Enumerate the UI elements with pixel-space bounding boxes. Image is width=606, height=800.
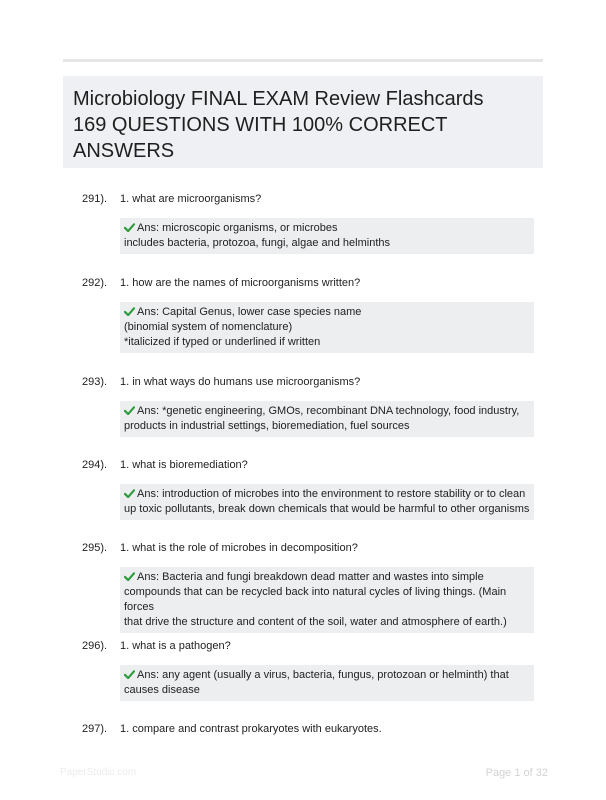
answer-line: that drive the structure and content of the soil, water and atmosphere of earth.) [124, 616, 507, 628]
question-text: 1. how are the names of microorganisms written? [120, 277, 361, 289]
check-icon [124, 572, 135, 581]
answer-box [120, 665, 534, 701]
answer-box [120, 484, 534, 520]
answer-line: microscopic organisms, or microbes [162, 222, 338, 234]
answer-box [120, 302, 534, 353]
answer-box [120, 401, 534, 437]
question-number: 297). [82, 723, 108, 735]
question-number: 291). [82, 193, 108, 205]
question-text: 1. what are microorganisms? [120, 193, 262, 205]
answer-prefix: Ans: [137, 669, 160, 681]
footer-site: PaperStudic.com [60, 767, 137, 778]
question-text: 1. what is bioremediation? [120, 459, 248, 471]
answer-line: Capital Genus, lower case species name [162, 306, 362, 318]
check-icon [124, 406, 135, 415]
check-icon [124, 307, 135, 316]
answer-line: products in industrial settings, bioremediation, fuel sources [124, 420, 410, 432]
answer-line: any agent (usually a virus, bacteria, fungus, protozoan or helminth) that [162, 669, 509, 681]
answer-prefix: Ans: [137, 306, 160, 318]
answer-line: compounds that can be recycled back into natural cycles of living things. (Main forces [124, 586, 507, 613]
document-title: Microbiology FINAL EXAM Review Flashcards 169 QUESTIONS WITH 100% CORRECT ANSWERS [73, 88, 484, 162]
answer-box [120, 218, 534, 254]
title-box [63, 76, 543, 168]
question-number: 293). [82, 376, 108, 388]
question-number: 295). [82, 542, 108, 554]
page-number: Page 1 of 32 [485, 767, 548, 779]
answer-prefix: Ans: [137, 222, 160, 234]
question-text: 1. in what ways do humans use microorganisms? [120, 376, 361, 388]
check-icon [124, 223, 135, 232]
question-number: 294). [82, 459, 108, 471]
answer-line: Bacteria and fungi breakdown dead matter and wastes into simple [162, 571, 484, 583]
answer-line: up toxic pollutants, break down chemicals that would be harmful to other organisms [124, 503, 530, 515]
question-number: 292). [82, 277, 108, 289]
answer-line: causes disease [124, 684, 200, 696]
question-text: 1. what is a pathogen? [120, 640, 231, 652]
answer-prefix: Ans: [137, 405, 160, 417]
answer-line: (binomial system of nomenclature) [124, 321, 293, 333]
answer-line: introduction of microbes into the environment to restore stability or to clean [162, 488, 526, 500]
answer-box [120, 567, 534, 633]
answer-line: includes bacteria, protozoa, fungi, algae and helminths [124, 237, 391, 249]
question-number: 296). [82, 640, 108, 652]
answer-prefix: Ans: [137, 488, 160, 500]
check-icon [124, 670, 135, 679]
question-text: 1. compare and contrast prokaryotes with eukaryotes. [120, 723, 382, 735]
check-icon [124, 489, 135, 498]
answer-line: *italicized if typed or underlined if written [124, 336, 321, 348]
answer-prefix: Ans: [137, 571, 160, 583]
answer-line: *genetic engineering, GMOs, recombinant DNA technology, food industry, [162, 405, 520, 417]
top-divider [63, 59, 543, 62]
question-text: 1. what is the role of microbes in decomposition? [120, 542, 358, 554]
